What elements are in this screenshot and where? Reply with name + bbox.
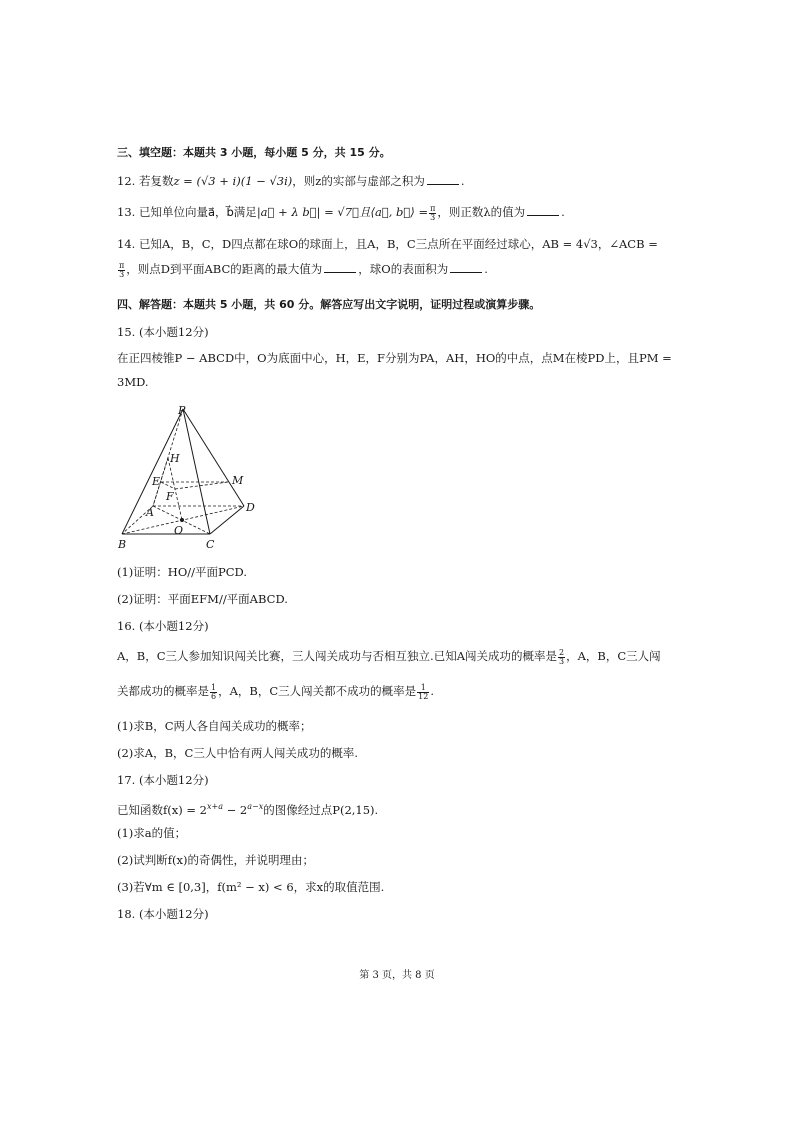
section-3-title: 三、填空题：本题共 3 小题，每小题 5 分，共 15 分。: [117, 146, 391, 159]
label-O: O: [174, 524, 184, 537]
label-P: P: [178, 404, 186, 417]
q13-pre: 已知单位向量a⃗，b⃗满足: [138, 205, 257, 219]
q16-sub-1: (1)求B，C两人各自闯关成功的概率；: [117, 719, 312, 733]
label-C: C: [206, 538, 215, 551]
q16-stem-line-2: 关都成功的概率是 $\frac{1}{6}$ ，A，B，C三人闯关都不成功的概率是 $\frac{1}{12}$ .: [117, 682, 434, 701]
q16-fraction-1: $\frac{2}{3}$: [559, 647, 565, 666]
label-A: A: [146, 506, 154, 519]
q12-number: 12.: [117, 174, 136, 188]
edge-PD: [183, 409, 244, 506]
q13-answer-blank[interactable]: [527, 205, 559, 216]
q14-number: 14.: [117, 237, 136, 251]
q14-line1: 已知A，B，C，D四点都在球O的球面上，且A，B，C三点所在平面经过球心，AB = 4√3，∠ACB =: [138, 237, 658, 251]
q15-stem-line-1: 在正四棱锥P − ABCD中，O为底面中心，H，E，F分别为PA，AH，HO的中点，点M在棱PD上，且PM =: [117, 351, 672, 365]
edge-PC: [183, 409, 210, 534]
q12-post: ，则z的实部与虚部之积为: [292, 174, 425, 188]
question-13: 13. 已知单位向量a⃗，b⃗满足|a⃗ + λ b⃗| = √7，且⟨a⃗, b⃗⟩ = $\frac{\pi}{3}$ ，则正数λ的值为 .: [117, 203, 565, 222]
question-14-line-1: [117, 236, 658, 252]
page-footer: 第 3 页，共 8 页: [359, 970, 435, 981]
q13-post: ，则正数λ的值为: [437, 205, 526, 219]
q12-pre: 若复数: [138, 174, 174, 188]
q17-head: 17. (本小题12分): [117, 773, 209, 787]
q16-head: 16. (本小题12分): [117, 619, 209, 633]
q18-head: 18. (本小题12分): [117, 907, 209, 921]
q15-sub-1: (1)证明：HO//平面PCD.: [117, 565, 247, 579]
question-14-line-2: $\frac{\pi}{3}$ ，则点D到平面ABC的距离的最大值为 ，球O的表面积为 .: [119, 260, 488, 279]
q14-answer-blank-2[interactable]: [450, 262, 482, 273]
q13-expression: |a⃗ + λ b⃗| = √7: [256, 205, 353, 219]
question-12: 12. 若复数z = (√3 + i)(1 − √3i)，则z的实部与虚部之积为 .: [117, 174, 465, 188]
q14-fraction: $\frac{\pi}{3}$: [119, 260, 125, 279]
q16-fraction-3: $\frac{1}{12}$: [418, 682, 429, 701]
q13-fraction: $\frac{\pi}{3}$: [430, 203, 436, 222]
q16-fraction-2: $\frac{1}{6}$: [211, 682, 217, 701]
segment-EF: [161, 482, 175, 489]
label-B: B: [118, 538, 127, 551]
q16-sub-2: (2)求A，B，C三人中恰有两人闯关成功的概率.: [117, 746, 358, 760]
point-O: [180, 518, 184, 522]
q15-sub-2: (2)证明：平面EFM//平面ABCD.: [117, 592, 288, 606]
label-H: H: [170, 452, 180, 465]
label-F: F: [166, 490, 174, 503]
q17-sub-1: (1)求a的值；: [117, 826, 187, 840]
label-E: E: [152, 475, 161, 488]
q12-answer-blank[interactable]: [427, 174, 459, 185]
label-M: M: [232, 474, 244, 487]
q12-expression: z = (√3 + i)(1 − √3i): [173, 174, 293, 188]
q15-head: 15. (本小题12分): [117, 325, 209, 339]
q17-sub-3: (3)若∀m ∈ [0,3]，f(m² − x) < 6，求x的取值范围.: [117, 880, 385, 894]
pyramid-figure: [110, 400, 270, 555]
section-4-title: 四、解答题：本题共 5 小题，共 60 分。解答应写出文字说明，证明过程或演算步骤。: [117, 298, 541, 311]
q15-stem-line-2: 3MD.: [117, 375, 149, 389]
label-D: D: [246, 501, 255, 514]
q16-stem-line-1: A，B，C三人参加知识闯关比赛，三人闯关成功与否相互独立.已知A闯关成功的概率是 $\frac{2}{3}$ ，A，B，C三人闯: [117, 647, 661, 666]
q17-sub-2: (2)试判断f(x)的奇偶性，并说明理由；: [117, 853, 315, 867]
q14-answer-blank-1[interactable]: [324, 262, 356, 273]
q13-number: 13.: [117, 205, 136, 219]
segment-FM: [175, 482, 228, 489]
q17-stem: 已知函数$f(x) = 2^{x+a} - 2^{a-x}$的图像经过点P(2,15).: [117, 802, 379, 817]
